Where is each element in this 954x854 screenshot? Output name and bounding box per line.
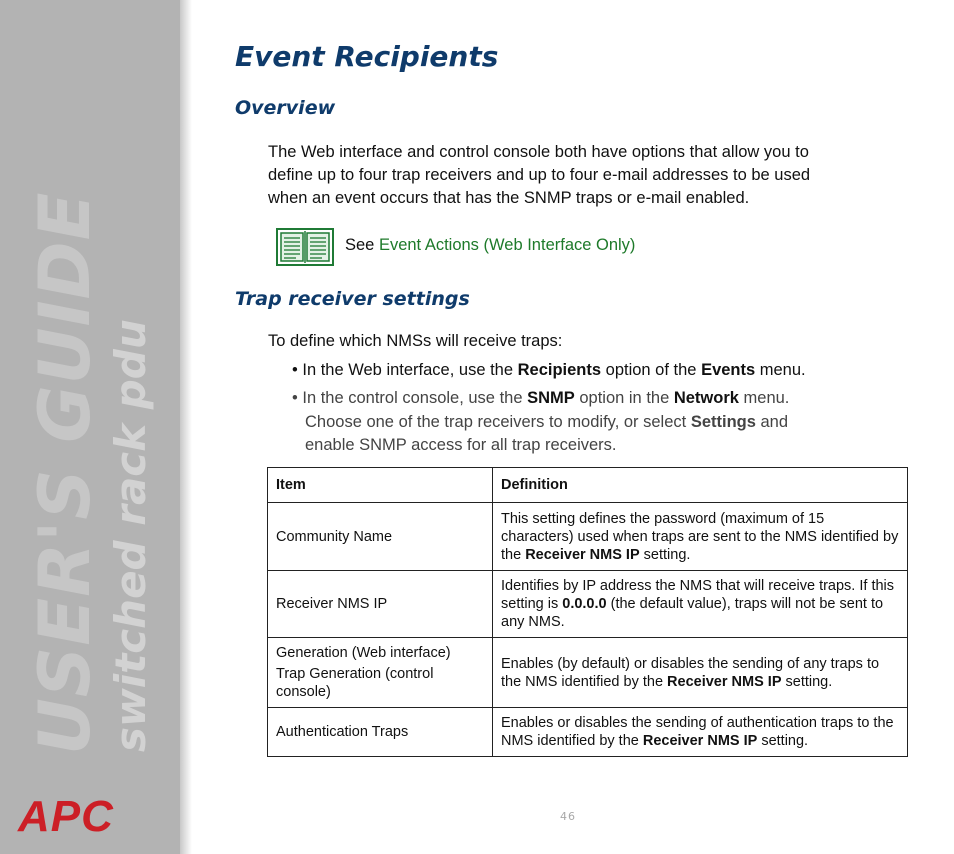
event-actions-link[interactable]: Event Actions (Web Interface Only) xyxy=(378,236,636,254)
def-bold: 0.0.0.0 xyxy=(562,596,607,612)
bullet1-text-e: menu. xyxy=(755,361,806,379)
def-bold: Receiver NMS IP xyxy=(667,673,782,690)
bullet2-settings: Settings xyxy=(690,413,756,431)
bullet-web-interface xyxy=(292,358,806,382)
see-also xyxy=(345,236,635,255)
bullet1-text-c: option of the xyxy=(601,361,702,379)
bullet1-events: Events xyxy=(701,361,756,379)
def-bold: Receiver NMS IP xyxy=(525,546,640,563)
bullet2-network: Network xyxy=(673,389,739,407)
overview-line-3: when an event occurs that has the SNMP traps or e-mail enabled. xyxy=(268,189,750,207)
item-line-1: Generation (Web interface) xyxy=(276,645,451,661)
table-cell-definition xyxy=(493,571,908,638)
table-cell-definition xyxy=(493,503,908,571)
table-cell-item: Community Name xyxy=(268,503,493,571)
trap-settings-table xyxy=(267,467,908,757)
table-cell-item: Receiver NMS IP xyxy=(268,571,493,638)
table-cell-definition xyxy=(493,638,908,708)
bullet2-line-2 xyxy=(305,410,788,434)
table-header-definition: Definition xyxy=(493,468,908,503)
see-prefix: See xyxy=(345,236,379,254)
def-text: Identifies by IP address the NMS that will receive traps. If this setting is xyxy=(501,578,895,612)
book-icon xyxy=(276,228,334,266)
def-text-end: setting. xyxy=(757,733,809,749)
item-line-2: Trap Generation (control console) xyxy=(276,666,434,700)
bullet-control-console xyxy=(292,386,789,410)
table-row xyxy=(268,638,908,708)
overview-heading: Overview xyxy=(235,97,336,119)
table-cell-definition xyxy=(493,708,908,757)
overview-line-2: define up to four trap receivers and up to four e-mail addresses to be used xyxy=(268,166,811,184)
table-cell-item: Authentication Traps xyxy=(268,708,493,757)
sidebar-shadow xyxy=(180,0,192,854)
table-header-item: Item xyxy=(268,468,493,503)
def-text-end: setting. xyxy=(639,546,691,563)
bullet2-text-c: option in the xyxy=(574,389,674,407)
bullet2-snmp: SNMP xyxy=(527,389,575,407)
table-row xyxy=(268,503,908,571)
guide-title: USER'S GUIDE xyxy=(24,191,106,755)
apc-logo: APC xyxy=(18,792,114,841)
def-text: Enables (by default) or disables the sending of any traps to the NMS identified by the xyxy=(501,655,880,690)
def-text-end: setting. xyxy=(781,673,833,690)
def-text: This setting defines the password (maximum of 15 characters) used when traps are sent to the NMS identified by the xyxy=(501,510,899,563)
overview-line-1: The Web interface and control console both have options that allow you to xyxy=(268,143,809,161)
page-title: Event Recipients xyxy=(235,40,499,73)
table-row xyxy=(268,571,908,638)
bullet2-line-3: enable SNMP access for all trap receivers. xyxy=(305,436,617,454)
table-row xyxy=(268,708,908,757)
page-number: 46 xyxy=(560,810,576,823)
trap-intro: To define which NMSs will receive traps: xyxy=(268,332,563,350)
bullet1-text-a: • In the Web interface, use the xyxy=(292,361,518,379)
trap-heading: Trap receiver settings xyxy=(235,288,470,310)
bullet1-recipients: Recipients xyxy=(517,361,602,379)
product-name: switched rack pdu xyxy=(106,319,155,752)
table-header-row xyxy=(268,468,908,503)
bullet2-text-e: menu. xyxy=(738,389,790,407)
bullet2-line2-c: and xyxy=(755,413,789,431)
def-text: Enables or disables the sending of authentication traps to the NMS identified by the xyxy=(501,715,894,749)
bullet2-text-a: • In the control console, use the xyxy=(292,389,528,407)
table-cell-item xyxy=(268,638,493,708)
def-bold: Receiver NMS IP xyxy=(642,733,758,749)
bullet2-line2-a: Choose one of the trap receivers to modify, or select xyxy=(305,413,691,431)
def-text-end: (the default value), traps will not be sent to any NMS. xyxy=(501,596,884,630)
